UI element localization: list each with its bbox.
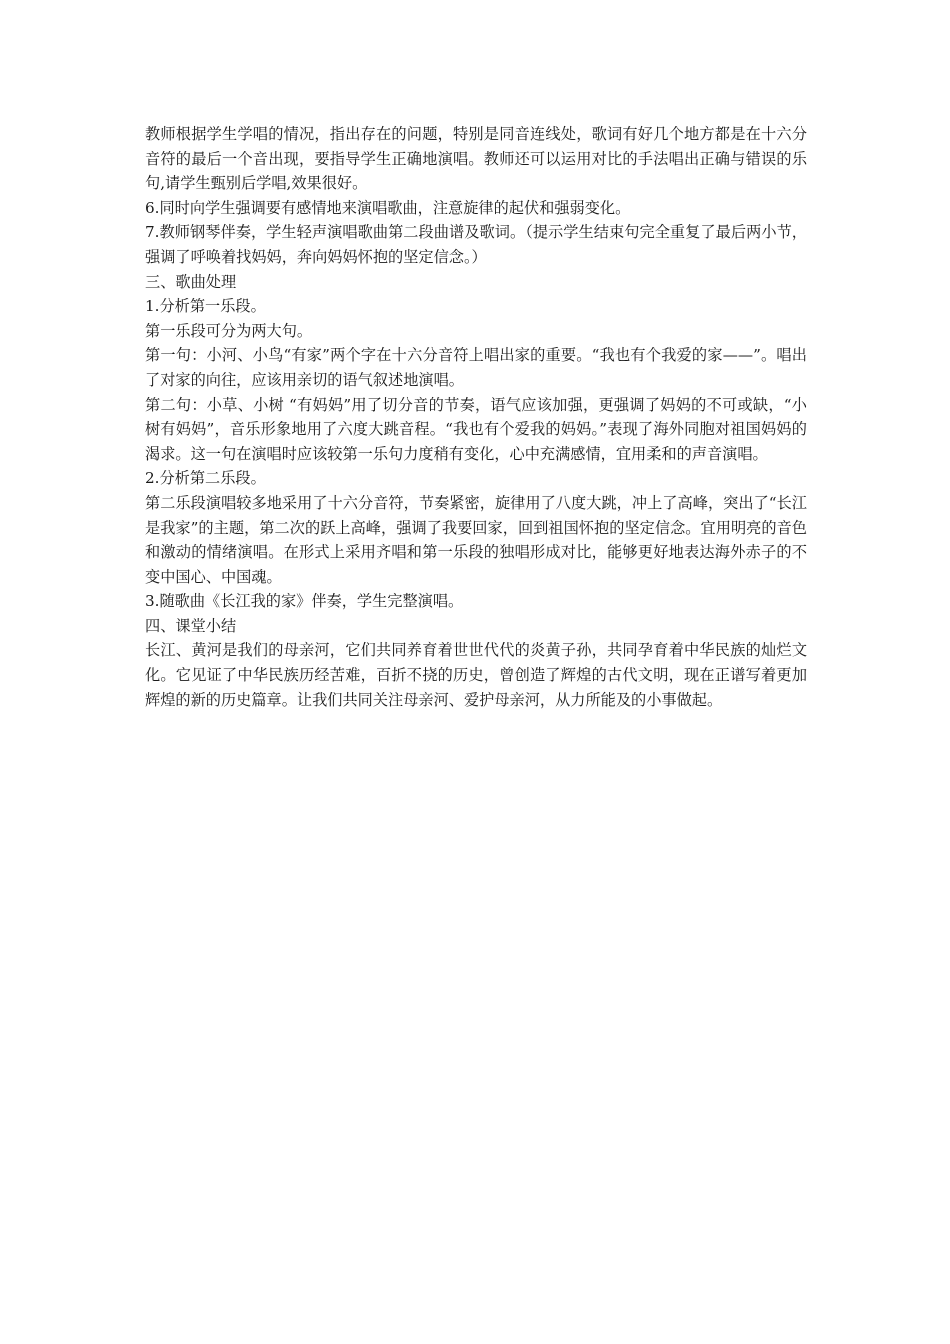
paragraph-analysis-1: 1.分析第一乐段。	[145, 297, 266, 316]
paragraph-step-3: 3.随歌曲《长江我的家》伴奏，学生完整演唱。	[145, 592, 464, 611]
paragraph-step-7: 7.教师钢琴伴奏，学生轻声演唱歌曲第二段曲谱及歌词。（提示学生结束句完全重复了最后两小节，强调了呼唤着找妈妈，奔向妈妈怀抱的坚定信念。）	[145, 223, 807, 266]
paragraph-second-section: 第二乐段演唱较多地采用了十六分音符，节奏紧密，旋律用了八度大跳，冲上了高峰，突出了“长江是我家”的主题，第二次的跃上高峰，强调了我要回家，回到祖国怀抱的坚定信念。宜用明亮的音色和激动的情绪演唱。在形式上采用齐唱和第一乐段的独唱形成对比，能够更好地表达海外赤子的不变中国心、中国魂。	[145, 493, 807, 586]
paragraph-step-6: 6.同时向学生强调要有感情地来演唱歌曲，注意旋律的起伏和强弱变化。	[145, 198, 631, 217]
section-heading-summary: 四、课堂小结	[145, 616, 237, 635]
paragraph-second-sentence: 第二句：小草、小树 “有妈妈”用了切分音的节奏，语气应该加强，更强调了妈妈的不可或缺，“小树有妈妈”，音乐形象地用了六度大跳音程。“我也有个爱我的妈妈。”表现了海外同胞对祖国妈妈的渴求。这一句在演唱时应该较第一乐句力度稍有变化，心中充满感情，宜用柔和的声音演唱。	[145, 395, 807, 463]
paragraph-two-sentences: 第一乐段可分为两大句。	[145, 321, 313, 340]
paragraph-first-sentence: 第一句：小河、小鸟“有家”两个字在十六分音符上唱出家的重要。“我也有个我爱的家——”。唱出了对家的向往，应该用亲切的语气叙述地演唱。	[145, 346, 807, 389]
section-heading-song-processing: 三、歌曲处理	[145, 272, 237, 291]
paragraph-teacher-guidance: 教师根据学生学唱的情况，指出存在的问题，特别是同音连线处，歌词有好几个地方都是在十六分音符的最后一个音出现，要指导学生正确地演唱。教师还可以运用对比的手法唱出正确与错误的乐句,请学生甄别后学唱,效果很好。	[145, 125, 807, 193]
document-body	[145, 122, 807, 712]
paragraph-summary: 长江、黄河是我们的母亲河，它们共同养育着世世代代的炎黄子孙，共同孕育着中华民族的灿烂文化。它见证了中华民族历经苦难，百折不挠的历史，曾创造了辉煌的古代文明，现在正谱写着更加辉煌的新的历史篇章。让我们共同关注母亲河、爱护母亲河，从力所能及的小事做起。	[145, 641, 807, 709]
paragraph-analysis-2: 2.分析第二乐段。	[145, 469, 266, 488]
